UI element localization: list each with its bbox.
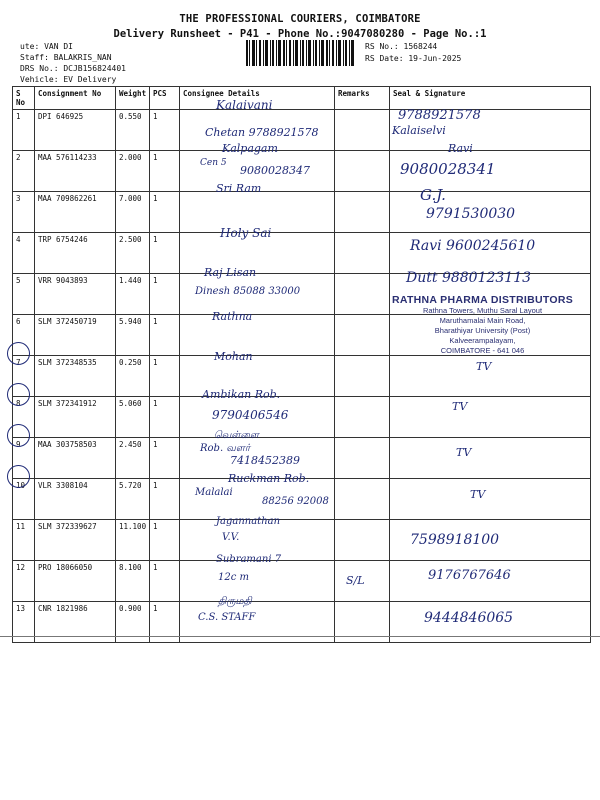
row-sno: 2	[13, 151, 35, 192]
row-pcs: 1	[150, 110, 180, 151]
handwritten-signature: Ravi	[448, 142, 473, 155]
handwritten-consignee: 9080028347	[240, 164, 310, 177]
row-consignment: DPI 646925	[35, 110, 116, 151]
row-weight: 5.940	[116, 315, 150, 356]
col-header-pcs: PCS	[150, 87, 180, 110]
row-consignment: PRO 18066050	[35, 561, 116, 602]
row-weight: 0.900	[116, 602, 150, 643]
row-signature	[390, 438, 591, 479]
handwritten-signature: 7598918100	[410, 532, 500, 548]
handwritten-consignee: வெள்ளை	[214, 430, 259, 441]
handdrawn-circle	[7, 424, 30, 447]
handwritten-signature: Ravi 9600245610	[410, 238, 536, 254]
stamp-line: Rathna Towers, Muthu Saral Layout	[422, 306, 543, 315]
handwritten-consignee: Kalaivani	[216, 98, 273, 112]
row-consignment: TRP 6754246	[35, 233, 116, 274]
row-consignee	[180, 561, 335, 602]
row-remarks	[335, 520, 390, 561]
handdrawn-circle	[7, 342, 30, 365]
page-title: THE PROFESSIONAL COURIERS, COIMBATORE	[179, 13, 421, 25]
handwritten-signature: 9444846065	[424, 610, 514, 626]
handwritten-signature: G.J.	[420, 186, 446, 204]
row-sno: 8	[13, 397, 35, 438]
row-weight: 11.100	[116, 520, 150, 561]
handwritten-consignee: Mohan	[214, 350, 253, 363]
row-sno: 10	[13, 479, 35, 520]
staff-label: Staff: BALAKRIS_NAN	[20, 53, 112, 62]
route-label: ute: VAN DI	[20, 42, 73, 51]
divider	[0, 636, 600, 637]
col-header-consignment: Consignment No	[35, 87, 116, 110]
row-sno: 7	[13, 356, 35, 397]
handdrawn-circle	[7, 465, 30, 488]
stamp-name: RATHNA PHARMA DISTRIBUTORS	[391, 294, 574, 306]
row-sno: 13	[13, 602, 35, 643]
row-remarks	[335, 233, 390, 274]
company-stamp	[380, 294, 585, 356]
row-sno: 12	[13, 561, 35, 602]
row-weight: 5.720	[116, 479, 150, 520]
handwritten-signature: TV	[452, 400, 468, 413]
handwritten-signature: 9176767646	[428, 568, 511, 583]
col-header-weight: Weight	[116, 87, 150, 110]
vehicle-label: Vehicle: EV Delivery	[20, 75, 117, 84]
row-consignment: VLR 3308104	[35, 479, 116, 520]
row-consignment: SLM 372450719	[35, 315, 116, 356]
row-sno: 1	[13, 110, 35, 151]
runsheet-subtitle: Delivery Runsheet - P41 - Phone No.:9047080280 - Page No.:1	[113, 28, 487, 40]
handwritten-consignee: Ruckman Rob.	[228, 472, 310, 485]
handwritten-signature: 9080028341	[400, 160, 496, 178]
rs-info	[365, 41, 461, 65]
row-pcs: 1	[150, 192, 180, 233]
row-sno: 3	[13, 192, 35, 233]
row-pcs: 1	[150, 520, 180, 561]
barcode	[246, 40, 354, 66]
row-remarks	[335, 192, 390, 233]
handwritten-consignee: Dinesh 85088 33000	[195, 286, 301, 297]
row-pcs: 1	[150, 356, 180, 397]
row-weight: 7.000	[116, 192, 150, 233]
row-pcs: 1	[150, 151, 180, 192]
row-weight: 2.000	[116, 151, 150, 192]
col-header-sno: S No	[13, 87, 35, 110]
table-header-row	[13, 87, 591, 110]
row-sno: 9	[13, 438, 35, 479]
row-remarks	[335, 438, 390, 479]
handwritten-consignee: 88256 92008	[262, 496, 329, 507]
handwritten-consignee: 12c m	[218, 572, 249, 583]
row-remarks	[335, 397, 390, 438]
row-weight: 0.250	[116, 356, 150, 397]
handwritten-consignee: Rathna	[212, 310, 253, 323]
handwritten-signature: TV	[470, 488, 486, 501]
col-header-consignee: Consignee Details	[180, 87, 335, 110]
row-consignment: SLM 372348535	[35, 356, 116, 397]
col-header-seal-signature: Seal & Signature	[390, 87, 591, 110]
row-consignment: MAA 303758503	[35, 438, 116, 479]
handwritten-consignee: Sri Ram	[216, 182, 262, 195]
handwritten-consignee: C.S. STAFF	[198, 612, 256, 623]
handwritten-signature: TV	[456, 446, 472, 459]
row-remarks	[335, 479, 390, 520]
row-pcs: 1	[150, 561, 180, 602]
row-weight: 8.100	[116, 561, 150, 602]
row-pcs: 1	[150, 397, 180, 438]
row-consignment: SLM 372339627	[35, 520, 116, 561]
table-row	[13, 356, 591, 397]
handwritten-consignee: V.V.	[222, 532, 240, 543]
row-pcs: 1	[150, 602, 180, 643]
handwritten-consignee: Malalai	[195, 487, 233, 498]
stamp-line: Bharathiyar University (Post)	[434, 326, 531, 335]
row-sno: 11	[13, 520, 35, 561]
handwritten-consignee: Jagannathan	[216, 516, 281, 527]
row-consignment: MAA 576114233	[35, 151, 116, 192]
row-weight: 1.440	[116, 274, 150, 315]
row-consignment: VRR 9043893	[35, 274, 116, 315]
row-consignment: MAA 709862261	[35, 192, 116, 233]
row-pcs: 1	[150, 315, 180, 356]
table-row	[13, 520, 591, 561]
handwritten-consignee: Subramani 7	[216, 554, 282, 565]
handdrawn-circle	[7, 383, 30, 406]
row-weight: 0.550	[116, 110, 150, 151]
handwritten-consignee: Holy Sai	[220, 226, 272, 240]
row-pcs: 1	[150, 274, 180, 315]
row-consignment: CNR 1821986	[35, 602, 116, 643]
table-row	[13, 397, 591, 438]
row-pcs: 1	[150, 479, 180, 520]
rs-number: RS No.: 1568244	[365, 42, 438, 51]
handwritten-consignee: Ambikan Rob.	[202, 388, 281, 401]
row-consignee	[180, 315, 335, 356]
row-sno: 5	[13, 274, 35, 315]
row-sno: 6	[13, 315, 35, 356]
row-weight: 2.450	[116, 438, 150, 479]
handwritten-signature: Kalaiselvi	[392, 124, 446, 137]
runsheet-meta	[20, 41, 126, 85]
row-sno: 4	[13, 233, 35, 274]
rs-date: RS Date: 19-Jun-2025	[365, 54, 462, 63]
handwritten-signature: 9788921578	[398, 108, 481, 123]
handwritten-consignee: 7418452389	[230, 454, 300, 467]
handwritten-consignee: Chetan 9788921578	[205, 126, 319, 139]
handwritten-consignee: Rob. வளர்	[200, 443, 251, 454]
handwritten-signature: Dutt 9880123113	[406, 270, 532, 286]
handwritten-signature: 9791530030	[426, 206, 516, 222]
handwritten-consignee: திருமதி	[218, 596, 252, 607]
stamp-line: COIMBATORE - 641 046	[440, 346, 525, 355]
stamp-line: Kalveerampalayam,	[449, 336, 516, 345]
stamp-line: Maruthamalai Main Road,	[439, 316, 526, 325]
drs-label: DRS No.: DCJB156824401	[20, 64, 126, 73]
handwritten-signature: TV	[476, 360, 492, 373]
row-weight: 5.060	[116, 397, 150, 438]
row-remarks	[335, 151, 390, 192]
handwritten-consignee: Kalpagam	[222, 142, 278, 155]
row-weight: 2.500	[116, 233, 150, 274]
row-pcs: 1	[150, 233, 180, 274]
handwritten-remark: S/L	[346, 574, 365, 587]
row-signature	[390, 397, 591, 438]
row-remarks	[335, 356, 390, 397]
row-remarks	[335, 110, 390, 151]
row-pcs: 1	[150, 438, 180, 479]
handwritten-consignee: 9790406546	[212, 408, 289, 422]
row-consignment: SLM 372341912	[35, 397, 116, 438]
handwritten-consignee: Raj Lisan	[204, 266, 257, 279]
row-signature	[390, 479, 591, 520]
handwritten-consignee: Cen 5	[200, 158, 227, 168]
col-header-remarks: Remarks	[335, 87, 390, 110]
